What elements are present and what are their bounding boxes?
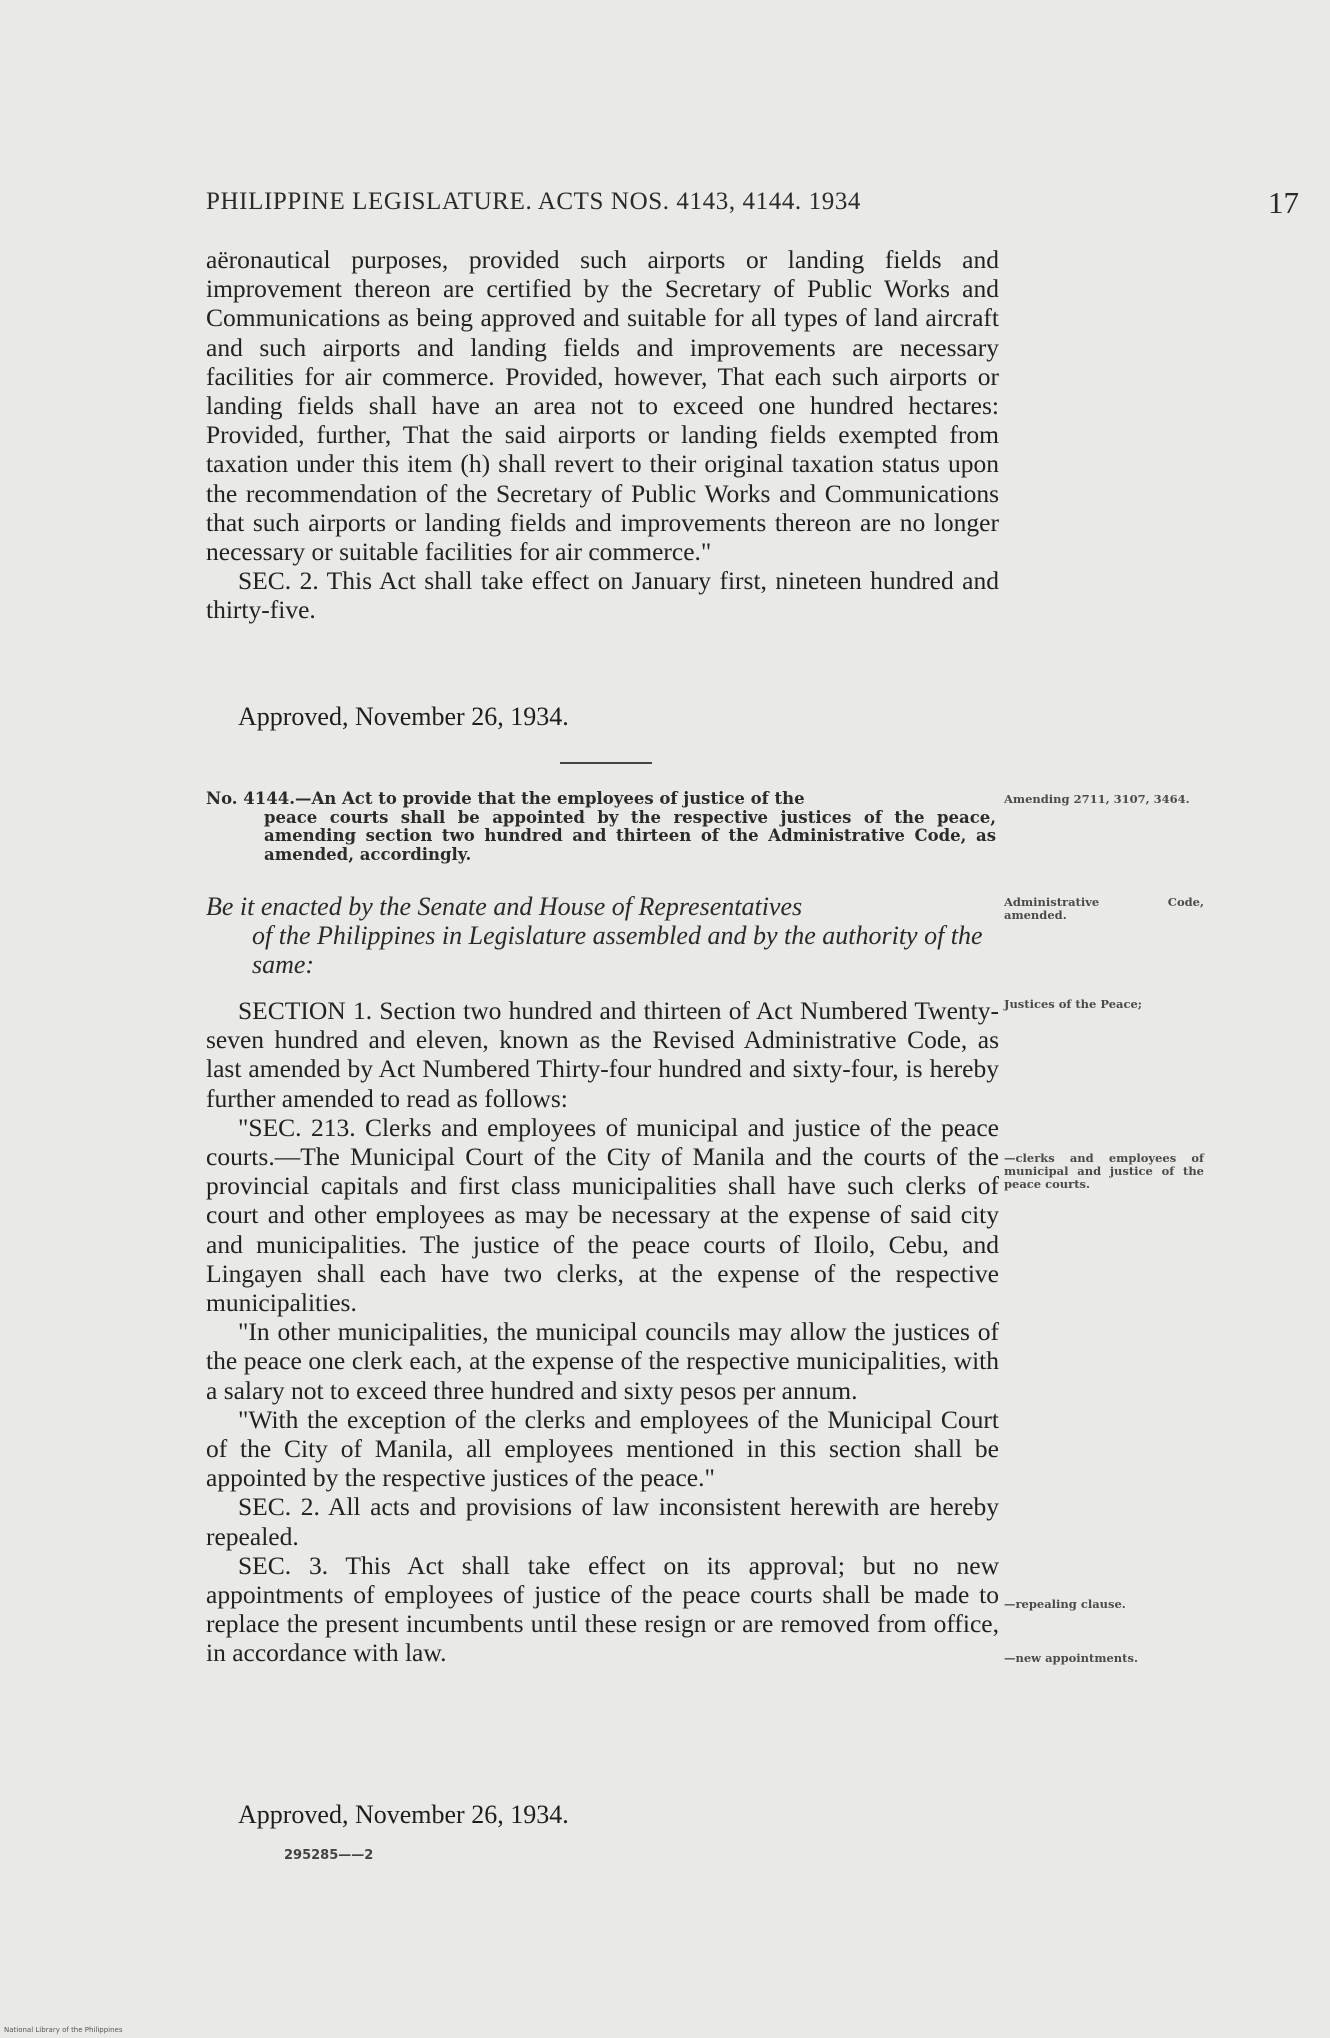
- margin-note-repealing: —repealing clause.: [1004, 1597, 1126, 1611]
- act-4143-continuation: [206, 245, 999, 625]
- margin-note-new-appointments: —new appointments.: [1004, 1651, 1138, 1665]
- margin-note-amending: Amending 2711, 3107, 3464.: [1004, 792, 1190, 806]
- margin-note-justices: Justices of the Peace;: [1004, 997, 1143, 1011]
- margin-note-clerks: —clerks and employees of municipal and justice of the peace courts.: [1004, 1151, 1204, 1191]
- enacting-clause: [206, 892, 998, 979]
- paragraph-exception: "With the exception of the clerks and employees of the Municipal Court of the City of Manila, all employees mentioned in this section shall be appointed by the respective justices of the peace.": [206, 1404, 999, 1493]
- continued-paragraph: aëronautical purposes, provided such airports or landing fields and improvement thereon are certified by the Secretary of Public Works and Communications as being approved and suitable for all types of land aircraft and such airports and landing fields and improvements are necessary facilities for air commerce. Provided, however, That each such airports or landing fields shall have an area not to exceed one hundred hectares: Provided, further, That the said airports or landing fields exempted from taxation under this item (h) shall revert to their original taxation status upon the recommendation of the Secretary of Public Works and Communications that such airports or landing fields and improvements thereon are no longer necessary or suitable facilities for air commerce.": [206, 245, 999, 567]
- act-title-first-line: No. 4144.—An Act to provide that the employees of justice of the: [206, 789, 805, 808]
- section-213: "SEC. 213. Clerks and employees of municipal and justice of the peace courts.—The Municipal Court of the City of Manila and the courts of the provincial capitals and first class municipalities shall have such clerks of court and other employees as may be necessary at the expense of said city and municipalities. The justice of the peace courts of Iloilo, Cebu, and Lingayen shall each have two clerks, at the expense of the respective municipalities.: [206, 1112, 999, 1318]
- paragraph-other-municipalities: "In other municipalities, the municipal councils may allow the justices of the peace one clerk each, at the expense of the respective municipalities, with a salary not to exceed three hundred and sixty pesos per annum.: [206, 1317, 999, 1405]
- running-head: PHILIPPINE LEGISLATURE. ACTS NOS. 4143, 4144. 1934: [206, 188, 862, 215]
- approved-date-4143: Approved, November 26, 1934.: [238, 702, 569, 731]
- margin-note-admin-code: Administrative Code, amended.: [1004, 895, 1204, 922]
- act-4144-body: [206, 996, 999, 1668]
- act-title: [206, 790, 996, 864]
- page-number: 17: [1268, 185, 1299, 220]
- section-2-4143: SEC. 2. This Act shall take effect on January first, nineteen hundred and thirty-five.: [206, 566, 999, 625]
- approved-date-4144: Approved, November 26, 1934.: [238, 1800, 569, 1829]
- act-title-rest: peace courts shall be appointed by the respective justices of the peace, amending section two hundred and thirteen of the Administrative Code, as amended, accordingly.: [264, 807, 996, 864]
- section-divider: [560, 762, 652, 764]
- enacting-first-line: Be it enacted by the Senate and House of Representatives: [206, 892, 803, 921]
- footer-source: National Library of the Philippines: [4, 2026, 123, 2034]
- print-code: 295285——2: [284, 1848, 374, 1863]
- section-3: SEC. 3. This Act shall take effect on its approval; but no new appointments of employees of justice of the peace courts shall be made to replace the present incumbents until these resign or are removed from office, in accordance with law.: [206, 1550, 999, 1668]
- section-1: SECTION 1. Section two hundred and thirteen of Act Numbered Twenty-seven hundred and eleven, known as the Revised Administrative Code, as last amended by Act Numbered Thirty-four hundred and sixty-four, is hereby further amended to read as follows:: [206, 996, 999, 1113]
- section-2: SEC. 2. All acts and provisions of law inconsistent herewith are hereby repealed.: [206, 1492, 999, 1551]
- enacting-rest: of the Philippines in Legislature assembled and by the authority of the same:: [252, 921, 983, 979]
